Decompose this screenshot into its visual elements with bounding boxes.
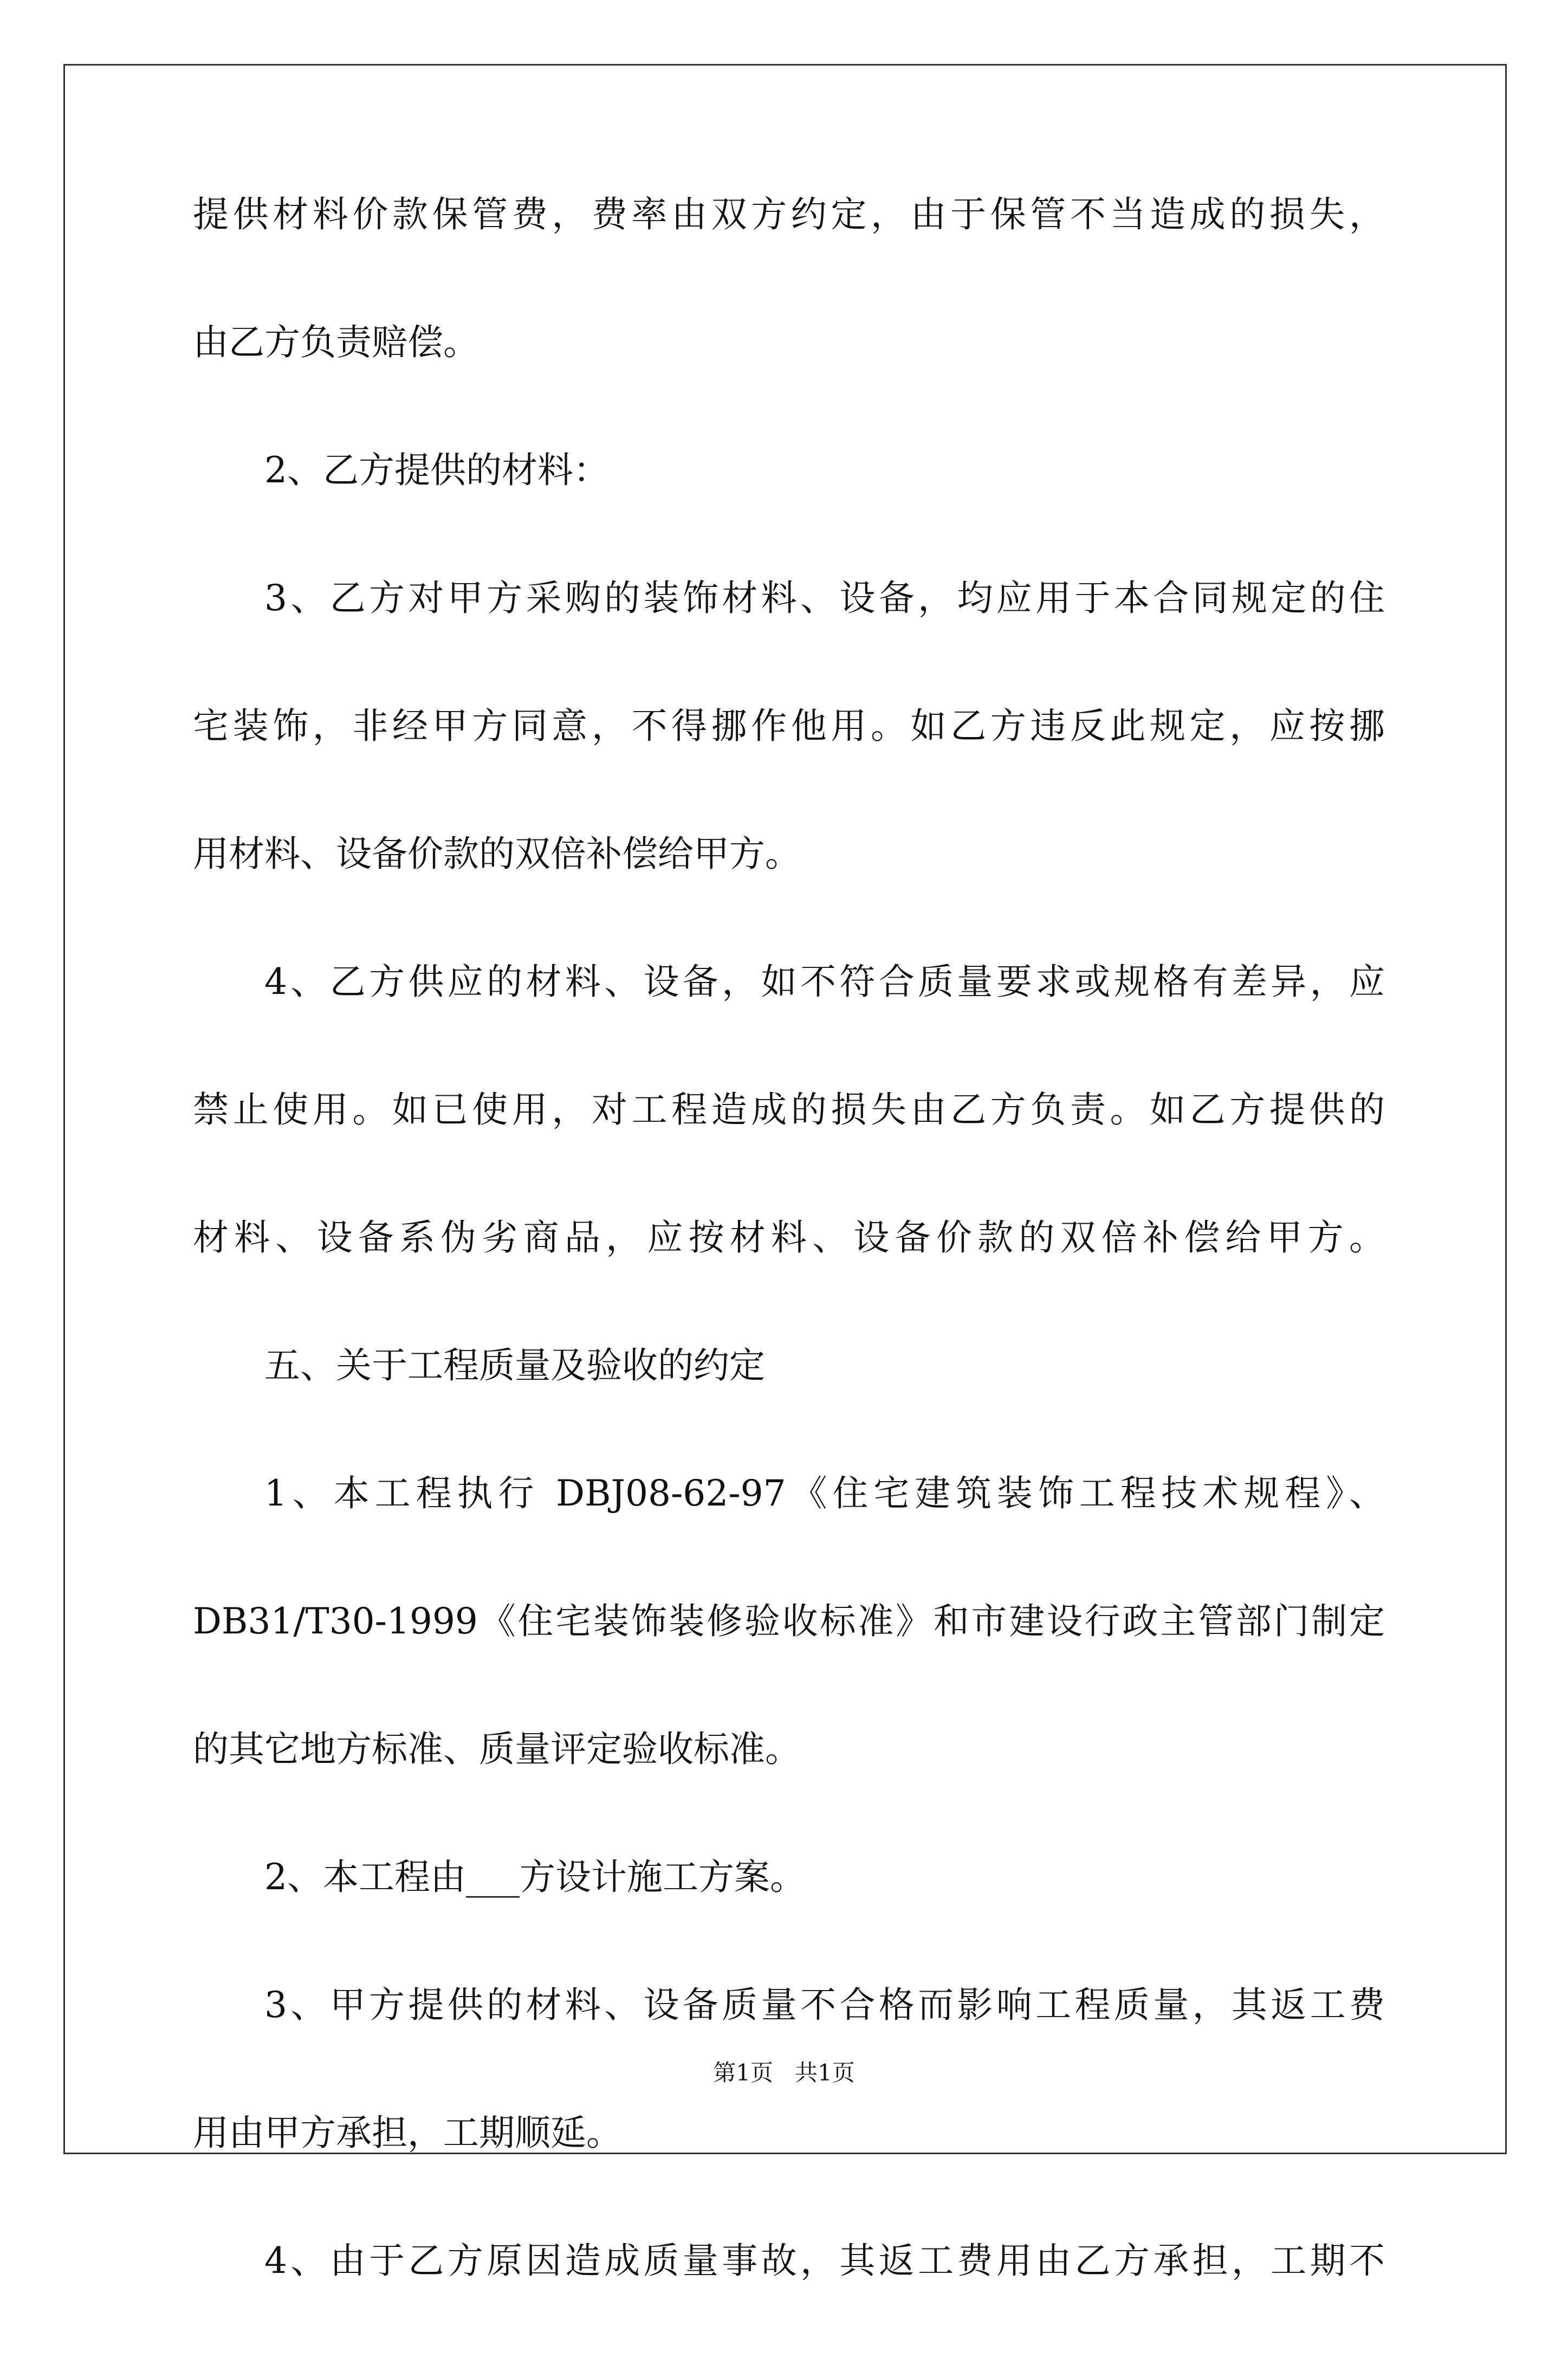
section-heading: 五、关于工程质量及验收的约定 bbox=[264, 1345, 765, 1386]
text-line-12: DB31/T30-1999《住宅装饰装修验收标准》和市建设行政主管部门制定 bbox=[193, 1600, 1385, 1642]
text-line-4: 3、乙方对甲方采购的装饰材料、设备，均应用于本合同规定的住 bbox=[264, 577, 1385, 619]
text-line-11: 1、本工程执行 DBJ08-62-97《住宅建筑装饰工程技术规程》、 bbox=[264, 1472, 1385, 1514]
text-line-8: 禁止使用。如已使用，对工程造成的损失由乙方负责。如乙方提供的 bbox=[193, 1089, 1385, 1130]
text-line-7: 4、乙方供应的材料、设备，如不符合质量要求或规格有差异，应 bbox=[264, 961, 1385, 1003]
text-line-16: 用由甲方承担，工期顺延。 bbox=[193, 2112, 622, 2154]
text-line-1: 提供材料价款保管费，费率由双方约定，由于保管不当造成的损失， bbox=[193, 193, 1385, 235]
text-line-13: 的其它地方标准、质量评定验收标准。 bbox=[193, 1728, 801, 1770]
text-line-9: 材料、设备系伪劣商品，应按材料、设备价款的双倍补偿给甲方。 bbox=[193, 1217, 1385, 1258]
page-footer: 第1页 共1页 bbox=[713, 2059, 855, 2086]
document-body bbox=[193, 193, 1385, 2371]
text-line-17: 4、由于乙方原因造成质量事故，其返工费用由乙方承担，工期不 bbox=[264, 2240, 1385, 2282]
text-line-5: 宅装饰，非经甲方同意，不得挪作他用。如乙方违反此规定，应按挪 bbox=[193, 705, 1385, 747]
text-line-3: 2、乙方提供的材料： bbox=[264, 449, 609, 491]
text-line-2: 由乙方负责赔偿。 bbox=[193, 321, 479, 363]
text-line-6: 用材料、设备价款的双倍补偿给甲方。 bbox=[193, 833, 801, 875]
text-line-14: 2、本工程由___方设计施工方案。 bbox=[264, 1856, 806, 1898]
text-line-15: 3、甲方提供的材料、设备质量不合格而影响工程质量，其返工费 bbox=[264, 1984, 1385, 2026]
